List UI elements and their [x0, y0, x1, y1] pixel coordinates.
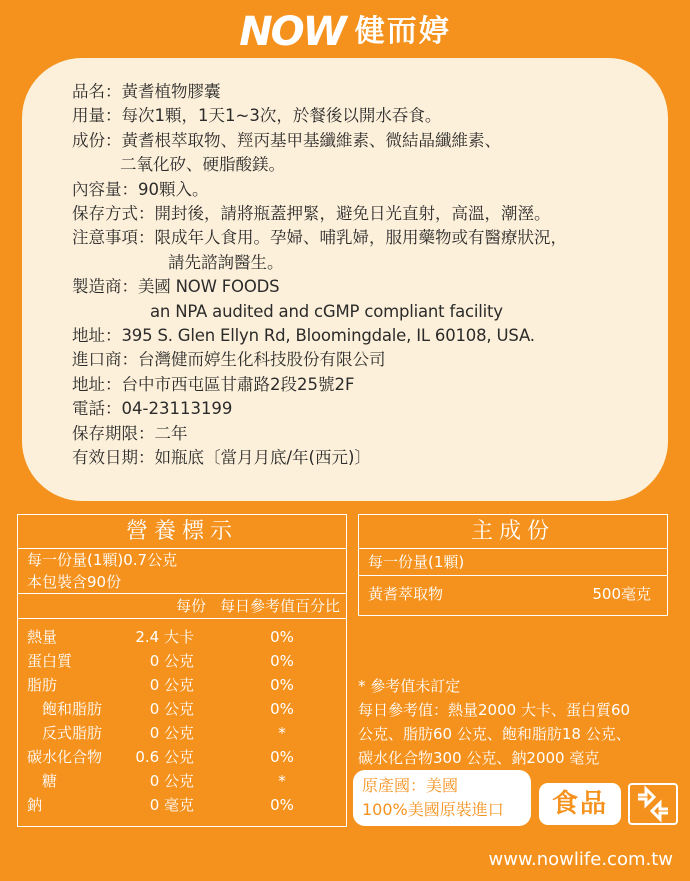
nutrition-row [18, 697, 346, 721]
dosage-value: 每次1顆，1天1~3次，於餐後以開水吞食。 [121, 106, 442, 126]
nutrient-name: 脂肪 [27, 676, 58, 694]
caution-value-cont: 請先諮詢醫生。 [168, 252, 284, 272]
nutrient-amount: 2.4 大卡 [135, 628, 194, 646]
content-row [72, 178, 668, 202]
content-label: 內容量： [72, 179, 138, 199]
manufacturer-value-cont: an NPA audited and cGMP compliant facility [150, 301, 503, 321]
ingredients-row-cont [72, 153, 668, 177]
main-ingredient-title: 主成份 [359, 515, 667, 549]
ingredients-label: 成份： [72, 130, 122, 150]
servings-per-package: 本包裝含90份 [18, 571, 346, 594]
importer-row [72, 348, 668, 372]
expiry-label: 有效日期： [72, 448, 155, 468]
main-ingredient-amount: 500毫克 [592, 585, 651, 603]
importer-value: 台灣健而婷生化科技股份有限公司 [138, 350, 386, 370]
address-row [72, 324, 668, 348]
nutrition-row [18, 745, 346, 769]
address-label: 地址： [72, 326, 122, 346]
ingredients-row [72, 129, 668, 153]
nutrient-amount: 0.6 公克 [135, 748, 194, 766]
ingredients-value: 黃耆根萃取物、羥丙基甲基纖維素、微結晶纖維素、 [121, 130, 501, 150]
nutrition-panel [17, 514, 347, 827]
caution-value: 限成年人食用。孕婦、哺乳婦，服用藥物或有醫療狀況， [154, 228, 567, 248]
content-value: 90顆入。 [138, 179, 209, 199]
nutrient-pct: * [278, 724, 286, 742]
nutrient-amount: 0 毫克 [149, 796, 194, 814]
nutrition-header [18, 594, 346, 619]
shelf-life-value: 二年 [154, 423, 188, 443]
nutrient-pct: 0% [270, 676, 294, 694]
main-ingredient-row [359, 576, 667, 612]
address-value: 395 S. Glen Ellyn Rd, Bloomingdale, IL 60108, USA. [121, 326, 535, 346]
nutrition-row [18, 625, 346, 649]
dosage-label: 用量： [72, 106, 122, 126]
storage-label: 保存方式： [72, 204, 155, 224]
caution-row-cont [72, 251, 668, 275]
origin-country: 原產國：美國 [362, 776, 459, 795]
importer-label: 進口商： [72, 350, 138, 370]
importer-address-value: 台中市西屯區甘肅路2段25號2F [121, 374, 355, 394]
nutrient-amount: 0 公克 [149, 676, 194, 694]
product-name-value: 黃耆植物膠囊 [121, 82, 221, 101]
dosage-row [72, 104, 668, 128]
note-line: 公克、脂肪60 公克、飽和脂肪18 公克、 [358, 725, 631, 743]
nutrition-row [18, 721, 346, 745]
origin-import: 100%美國原裝進口 [362, 800, 504, 819]
main-ingredient-panel [358, 514, 668, 616]
caution-row [72, 226, 668, 250]
product-name-label: 品名： [72, 82, 122, 101]
nutrition-body [18, 619, 346, 817]
product-info-card [22, 58, 668, 501]
nutrient-name: 鈉 [27, 796, 43, 814]
importer-address-row [72, 373, 668, 397]
nutrient-pct: 0% [270, 628, 294, 646]
col-per-serving: 每份 [175, 597, 206, 615]
nutrient-name: 熱量 [27, 628, 58, 646]
nutrition-row [18, 769, 346, 793]
phone-row [72, 397, 668, 421]
importer-address-label: 地址： [72, 374, 122, 394]
food-badge: 食品 [539, 783, 621, 825]
manufacturer-value: 美國 NOW FOODS [138, 277, 280, 297]
nutrient-amount: 0 公克 [149, 652, 194, 670]
nutrient-name: 蛋白質 [27, 652, 73, 670]
nutrient-amount: 0 公克 [149, 772, 194, 790]
main-ingredient-name: 黃耆萃取物 [368, 585, 444, 603]
phone-value: 04-23113199 [121, 399, 233, 419]
reference-note [358, 674, 678, 770]
nutrition-row [18, 673, 346, 697]
manufacturer-row-cont [72, 300, 668, 324]
nutrient-name: 飽和脂肪 [42, 700, 103, 718]
nutrition-title: 營養標示 [18, 515, 346, 549]
manufacturer-row [72, 275, 668, 299]
shelf-life-row [72, 422, 668, 446]
phone-label: 電話： [72, 399, 122, 419]
col-daily-pct: 每日參考值百分比 [219, 597, 340, 615]
serving-size: 每一份量(1顆)0.7公克 [27, 551, 178, 569]
header [0, 10, 690, 54]
nutrient-pct: 0% [270, 700, 294, 718]
note-line: 碳水化合物300 公克、鈉2000 毫克 [358, 749, 600, 767]
nutrient-pct: 0% [270, 796, 294, 814]
now-logo: NOW [239, 9, 345, 55]
expiry-row [72, 446, 668, 470]
manufacturer-label: 製造商： [72, 277, 138, 297]
nutrient-name: 反式脂肪 [42, 724, 103, 742]
website-url: www.nowlife.com.tw [488, 849, 673, 870]
main-ingredient-serving: 每一份量(1顆) [359, 549, 667, 576]
nutrient-amount: 0 公克 [149, 700, 194, 718]
nutrient-pct: 0% [270, 748, 294, 766]
nutrient-name: 糖 [42, 772, 58, 790]
recycle-icon [628, 783, 678, 825]
nutrient-amount: 0 公克 [149, 724, 194, 742]
expiry-value: 如瓶底〔當月月底/年(西元)〕 [154, 448, 371, 468]
storage-row [72, 202, 668, 226]
note-line: * 參考值未訂定 [358, 677, 461, 695]
brand-name: 健而婷 [354, 14, 451, 49]
nutrient-pct: 0% [270, 652, 294, 670]
nutrition-row [18, 649, 346, 673]
caution-label: 注意事項： [72, 228, 155, 248]
storage-value: 開封後，請將瓶蓋押緊，避免日光直射，高溫，潮溼。 [154, 204, 551, 224]
nutrition-row [18, 793, 346, 817]
note-line: 每日參考值：熱量2000 大卡、蛋白質60 [358, 701, 631, 719]
nutrient-name: 碳水化合物 [27, 748, 103, 766]
origin-badge [353, 770, 531, 826]
ingredients-value-cont: 二氧化矽、硬脂酸鎂。 [120, 155, 285, 175]
product-name-row [72, 80, 668, 104]
shelf-life-label: 保存期限： [72, 423, 155, 443]
nutrient-pct: * [278, 772, 286, 790]
